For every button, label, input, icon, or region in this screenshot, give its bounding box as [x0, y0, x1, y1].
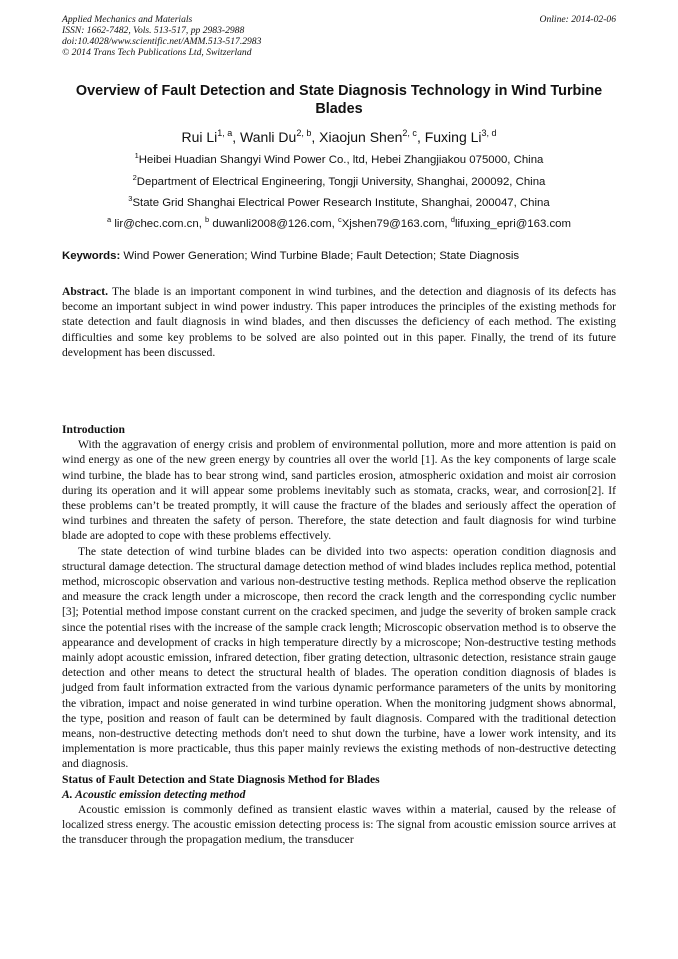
affiliation-sup: 1: [134, 151, 139, 160]
email-sup: a: [107, 215, 112, 224]
issn-line: ISSN: 1662-7482, Vols. 513-517, pp 2983-2988: [62, 25, 245, 36]
email-line: [62, 213, 616, 231]
introduction-heading: Introduction: [62, 423, 125, 436]
keywords: [62, 249, 616, 263]
main-body: [62, 422, 616, 848]
author-sup: 2, b: [296, 128, 312, 138]
email-sup: b: [205, 215, 210, 224]
affiliation-2: [62, 171, 616, 189]
affiliation-text: State Grid Shanghai Electrical Power Research Institute, Shanghai, 200047, China: [132, 197, 550, 209]
keywords-text: Wind Power Generation; Wind Turbine Blade; Fault Detection; State Diagnosis: [123, 250, 520, 262]
acoustic-emission-paragraph: Acoustic emission is commonly defined as transient elastic waves within a material, caused by the release of localized stress energy. The acoustic emission detecting process is: The signal from acoustic emission source arrives at the transducer through the propagation medium, the transducer: [62, 803, 616, 847]
author-name: Xiaojun Shen: [319, 129, 403, 145]
affiliation-1: [62, 149, 616, 167]
affiliation-text: Department of Electrical Engineering, Tongji University, Shanghai, 200092, China: [136, 176, 546, 188]
affiliation-sup: 2: [132, 173, 137, 182]
author-name: Wanli Du: [240, 129, 297, 145]
abstract-text: The blade is an important component in wind turbines, and the detection and diagnosis of its defects has become an important subject in wind power industry. This paper introduces the principles of the existing methods for state detection and fault diagnosis in wind blades, and then discusses the deficiency of each method. The existing difficulties and some key problems to be solved are also pointed out in this paper. Finally, the trend of its future development has been discussed.: [62, 285, 616, 359]
email-sup: c: [337, 215, 342, 224]
email-sup: d: [450, 215, 455, 224]
introduction-paragraph-1: With the aggravation of energy crisis and problem of environmental pollution, more and more attention is paid on wind energy as one of the new green energy by countries all over the world [1]. As the key components of large scale wind turbine, the blade has to bear strong wind, sand particles erosion, atmospheric oxidation and moist air corrosion during its operation and it will appear some problems inevitably such as stomata, cracks, wear, and corrosion[2]. If these problems can’t be treated promptly, it will cause the fracture of the blades and seriously affect the operation of wind turbines and threaten the safety of person. Therefore, the state detection and fault diagnosis for wind turbine blade are adopted to cope with these problems effectively.: [62, 438, 616, 543]
abstract-label: Abstract.: [62, 285, 109, 298]
affiliation-3: [62, 192, 616, 210]
subsection-heading: A. Acoustic emission detecting method: [62, 787, 246, 801]
author-list: Rui Li$^{1, a}$, Wanli Du$^{2, b}$, Xiaojun Shen$^{2, c}$, Fuxing Li$^{3, d}$: [181, 128, 497, 145]
author-sup: 3, d: [481, 128, 497, 138]
paper-title: Overview of Fault Detection and State Diagnosis Technology in Wind Turbine Blades: [75, 83, 603, 117]
author-name: Rui Li: [181, 129, 218, 145]
abstract: [62, 284, 616, 360]
author-sup: 2, c: [402, 128, 417, 138]
doi-line: doi:10.4028/www.scientific.net/AMM.513-517.2983: [62, 36, 262, 47]
affiliation-sup: 3: [128, 194, 133, 203]
author-name: Fuxing Li: [424, 129, 482, 145]
journal-name: Applied Mechanics and Materials: [62, 14, 193, 25]
email-link[interactable]: lifuxing_epri@163.com: [454, 218, 571, 230]
online-date: Online: 2014-02-06: [539, 14, 616, 25]
keywords-label: Keywords:: [62, 250, 121, 262]
introduction-paragraph-2: The state detection of wind turbine blades can be divided into two aspects: operation condition diagnosis and structural damage detection. The structural damage detection method of wind blades includes replica method, potential method, microscopic observation and various non-destructive testing methods. Replica method observe the replication and measure the crack length under a microscope, then record the crack length and the corresponding cyclic number [3]; Potential method impose constant current on the cracked specimen, and judge the severity of broken sample crack since the potential rises with the increase of the sample crack length; Microscopic observation method is to observe the appearance and development of cracks in high temperature directly by a microscope; Non-destructive testing methods mainly adopt acoustic emission, infrared detection, fiber grating detection, ultrasonic detection, resistance strain gauge detection and other means to detect the structural health of blades. The operation condition diagnosis of blades is judged from fault information extracted from the various dynamic performance parameters of the units by monitoring the vibration, impact and noise generated in wind turbine operation. When the monitoring judgment shows abnormal, the type, position and reason of fault can be determined by fault diagnosis. Compared with the traditional detection means, non-destructive detecting methods don't need to shut down the turbine, have a lower work intensity, and its implementation is more practicable, thus this paper mainly reviews the existing methods of non-destructive detecting and diagnosis.: [62, 544, 616, 771]
copyright-line: © 2014 Trans Tech Publications Ltd, Switzerland: [62, 47, 252, 58]
author-sup: 1, a: [217, 128, 233, 138]
email-link[interactable]: duwanli2008@126.com,: [212, 218, 338, 230]
email-link[interactable]: Xjshen79@163.com,: [341, 218, 451, 230]
status-heading: Status of Fault Detection and State Diagnosis Method for Blades: [62, 772, 380, 786]
affiliation-text: Heibei Huadian Shangyi Wind Power Co., ltd, Hebei Zhangjiakou 075000, China: [138, 154, 544, 166]
email-link[interactable]: lir@chec.com.cn,: [114, 218, 206, 230]
journal-header: [62, 14, 616, 58]
